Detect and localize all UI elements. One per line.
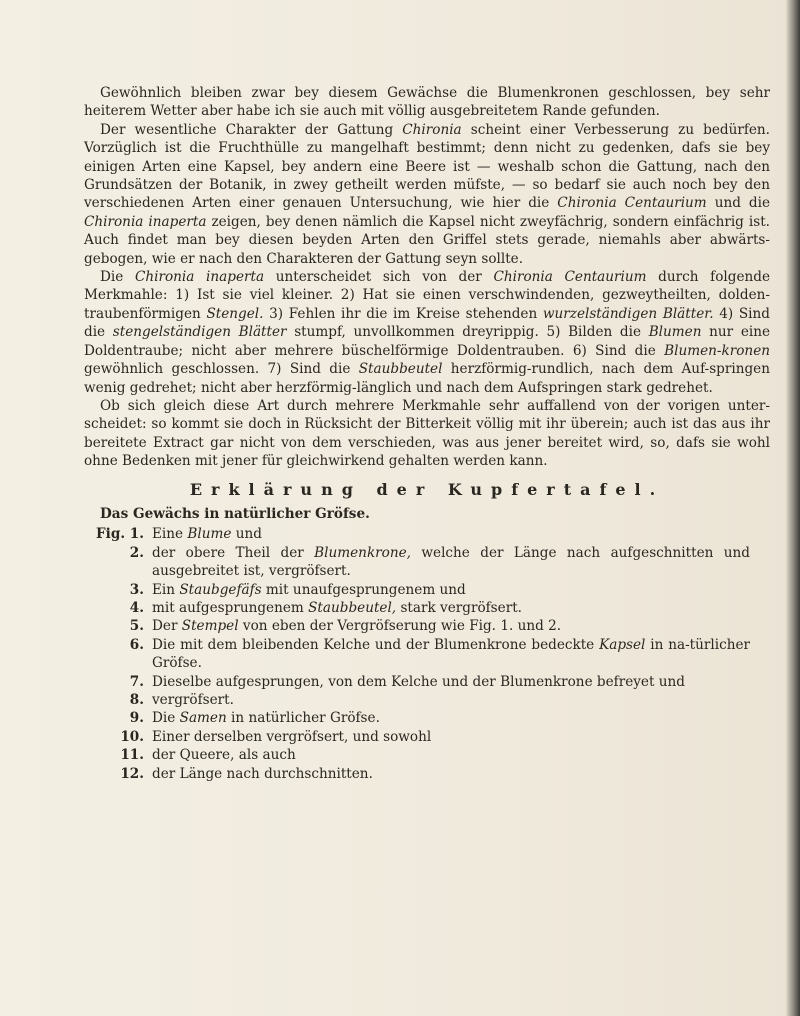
figure-number-cell [84, 599, 152, 617]
figure-item [84, 581, 770, 599]
figure-caption [152, 636, 770, 673]
text-run: welche der Länge nach aufgeschnitten und ausgebreitet ist, vergröfsert. [152, 544, 750, 580]
figure-number-cell [84, 525, 152, 543]
text-run: in natürlicher Gröfse. [226, 710, 380, 727]
figure-caption [152, 525, 770, 543]
text-run: herzförmig-rundlich, nach dem Auf-springen wenig gedrehet; nicht aber herzförmig-länglich und nach dem Aufspringen stark gedrehet. [84, 361, 770, 396]
italic-term: Chironia [402, 121, 462, 138]
italic-term: Kapsel [599, 636, 646, 653]
figure-number-cell [84, 636, 152, 673]
figure-number: 12. [120, 765, 144, 782]
figure-item [84, 691, 770, 709]
figure-number: 4. [129, 599, 144, 616]
text-run: Eine [152, 526, 188, 543]
italic-term: Stempel [181, 618, 239, 635]
figure-number: 1. [129, 526, 144, 543]
italic-term: Blumenkrone, [314, 544, 411, 561]
italic-term: Blumen [648, 324, 702, 341]
text-run: in na-türlicher Gröfse. [152, 636, 750, 672]
figure-number-cell [84, 709, 152, 727]
text-run: durch folgende Merkmahle: 1) Ist sie viel kleiner. 2) Hat sie einen verschwindenden, gezweytheilten, dolden-traubenförmigen [84, 269, 770, 322]
text-run: 3) Fehlen ihr die im Kreise stehenden [263, 305, 543, 322]
body-paragraphs [84, 84, 770, 471]
italic-term: Stengel. [206, 305, 264, 322]
figure-number: 9. [129, 710, 144, 727]
figure-number-cell [84, 581, 152, 599]
figure-item [84, 673, 770, 691]
text-run: Dieselbe aufgesprungen, von dem Kelche und der Blumenkrone befreyet und [152, 673, 685, 690]
text-run: Ob sich gleich diese Art durch mehrere Merkmahle sehr auffallend von der vorigen unter-scheidet: so kommt sie doch in Rücksicht der Bitterkeit völlig mit ihr überein; auch ist das aus ihr bereitete Extract gar nicht von dem verschieden, was aus jener bereitet wird, so, dafs sie wohl ohne Bedenken mit jener für gleichwirkend gehalten werden kann. [84, 397, 770, 470]
fig-prefix: Fig. [96, 526, 130, 543]
figure-number: 5. [129, 618, 144, 635]
figure-item [84, 525, 770, 543]
text-run: gewöhnlich geschlossen. 7) Sind die [84, 361, 359, 378]
text-run: und die [706, 195, 771, 212]
plate-intro: Das Gewächs in natürlicher Gröfse. [100, 505, 370, 522]
figure-caption [152, 746, 770, 764]
text-run: von eben der Vergröfserung wie Fig. 1. und 2. [238, 618, 562, 635]
figure-item [84, 765, 770, 783]
plate-explanation-heading: Erklärung der Kupfertafel. [189, 479, 665, 499]
figure-number: 6. [129, 636, 144, 653]
figure-item [84, 636, 770, 673]
italic-term: Chironia Centaurium [557, 195, 707, 212]
figure-number: 8. [129, 692, 144, 708]
italic-term: Chironia inaperta [134, 269, 265, 286]
figure-caption [152, 709, 770, 727]
italic-term: Chironia inaperta [84, 213, 207, 230]
figure-caption [152, 544, 770, 581]
text-run: scheint einer Verbesserung zu bedürfen. Vorzüglich ist die Fruchthülle zu mangelhaft bestimmt; denn nicht zu gedenken, dafs sie bey einigen Arten eine Kapsel, bey andern eine Beere ist — weshalb schon die Gattung, nach den Grundsätzen der Botanik, in zwey getheilt werden müfste, — so bedarf sie auch noch bey den verschiedenen Arten einer genauen Untersuchung, wie hier die [84, 121, 770, 212]
page-edge-shadow [786, 0, 800, 1016]
text-run: nur eine Doldentraube; nicht aber mehrere büschelförmige Doldentrauben. 6) Sind die [84, 324, 771, 359]
figure-number: 11. [120, 747, 144, 764]
text-run: Ein [152, 581, 180, 598]
text-run: mit unaufgesprungenem und [261, 581, 466, 598]
figure-number: 7. [129, 673, 144, 690]
figure-number: 2. [129, 544, 144, 561]
text-run: unterscheidet sich von der [264, 269, 494, 286]
text-run: Die [100, 269, 135, 286]
figure-list [84, 525, 770, 783]
italic-term: Staubbeutel [358, 361, 443, 378]
figure-number: 3. [129, 581, 144, 598]
figure-number-cell [84, 673, 152, 691]
figure-number-cell [84, 691, 152, 709]
figure-item [84, 599, 770, 617]
text-run: zeigen, bey denen nämlich die Kapsel nicht zweyfächrig, sondern einfächrig ist. Auch findet man bey diesen beyden Arten den Griffel stets gerade, niemahls aber abwärts-gebogen, wie er nach den Charakteren der Gattung seyn sollte. [84, 213, 770, 267]
figure-number-cell [84, 746, 152, 764]
paragraph [84, 397, 770, 471]
text-run: vergröfsert. [152, 692, 234, 708]
figure-item [84, 709, 770, 727]
figure-number-cell [84, 728, 152, 746]
figure-number-cell [84, 544, 152, 581]
figure-caption [152, 617, 770, 635]
text-run: stumpf, unvollkommen dreyrippig. 5) Bilden die [286, 324, 649, 341]
figure-number-cell [84, 765, 152, 783]
text-run: stark vergröfsert. [396, 599, 522, 616]
figure-caption [152, 673, 770, 691]
figure-item [84, 544, 770, 581]
figure-item [84, 746, 770, 764]
text-run: und [231, 526, 262, 543]
text-run: 4) Sind die [84, 305, 770, 341]
text-run: Die mit dem bleibenden Kelche und der Blumenkrone bedeckte [152, 636, 600, 653]
text-run: der Queere, als auch [152, 747, 296, 764]
italic-term: Blumen-kronen [664, 342, 770, 359]
text-run: Der wesentliche Charakter der Gattung [100, 121, 403, 138]
paragraph [84, 121, 770, 268]
text-run: Gewöhnlich bleiben zwar bey diesem Gewächse die Blumenkronen geschlossen, bey sehr heiterem Wetter aber habe ich sie auch mit völlig ausgebreitetem Rande gefunden. [84, 85, 770, 120]
figure-caption [152, 728, 770, 746]
text-run: der Länge nach durchschnitten. [152, 765, 373, 782]
figure-caption [152, 581, 770, 599]
paragraph [84, 268, 770, 397]
figure-item [84, 728, 770, 746]
figure-caption [152, 691, 770, 709]
italic-term: wurzelständigen Blätter. [542, 305, 714, 322]
page-body [84, 84, 770, 783]
paragraph [84, 84, 770, 121]
figure-caption [152, 765, 770, 783]
figure-caption [152, 599, 770, 617]
text-run: Die [152, 710, 180, 727]
text-run: Der [152, 618, 182, 635]
italic-term: Staubbeutel, [308, 599, 397, 616]
italic-term: Chironia Centaurium [493, 269, 647, 286]
figure-number-cell [84, 617, 152, 635]
italic-term: stengelständigen Blätter [112, 324, 287, 341]
figure-number: 10. [120, 728, 144, 745]
italic-term: Samen [179, 710, 227, 727]
italic-term: Blume [187, 526, 232, 543]
figure-item [84, 617, 770, 635]
text-run: der obere Theil der [152, 544, 315, 561]
text-run: mit aufgesprungenem [152, 599, 309, 616]
text-run: Einer derselben vergröfsert, und sowohl [152, 728, 432, 745]
italic-term: Staubgefäfs [179, 581, 262, 598]
